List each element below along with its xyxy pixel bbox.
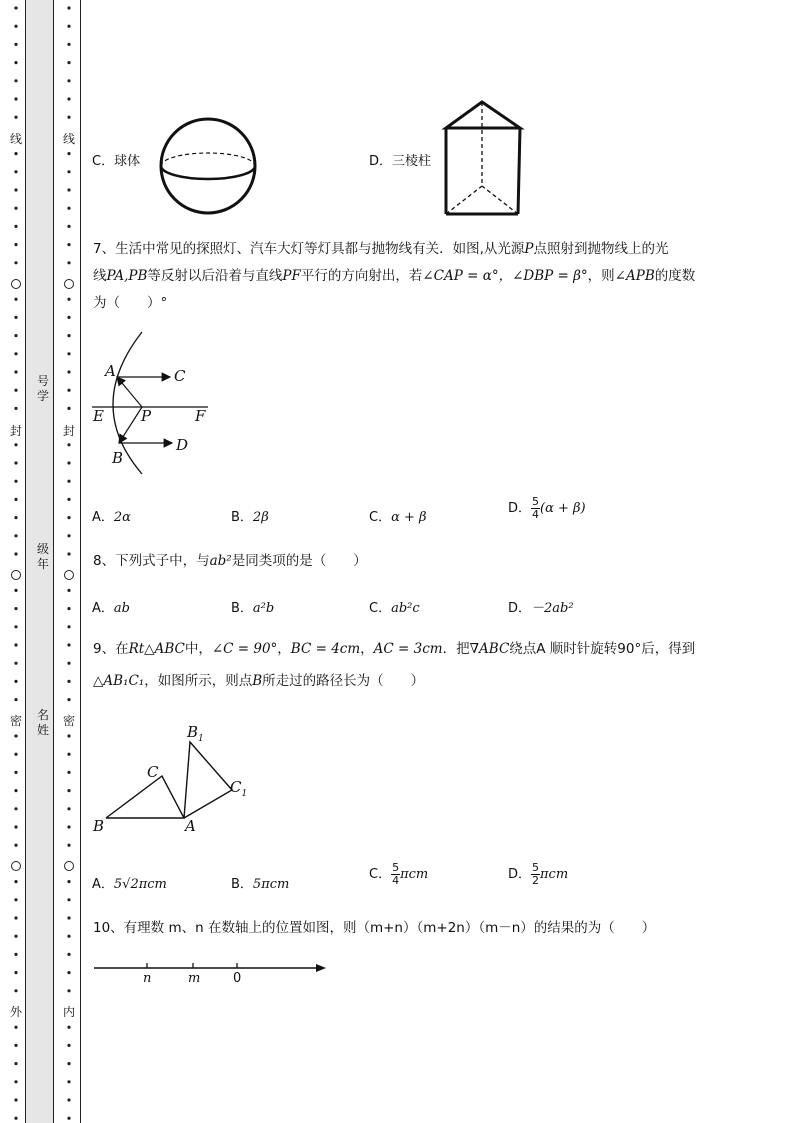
q8-option-b bbox=[231, 597, 274, 616]
q9-line2-b: ，如图所示，则点 bbox=[144, 673, 253, 689]
option-letter: A． bbox=[92, 510, 114, 525]
fig9-label-c1 bbox=[230, 778, 247, 799]
gutter-dot bbox=[67, 207, 70, 210]
gutter-dot bbox=[14, 370, 17, 373]
gutter-dot bbox=[14, 1080, 17, 1083]
gutter-dot bbox=[14, 334, 17, 337]
q7-line2-c: 平行的方向射出，若 bbox=[300, 268, 423, 284]
q7-stem bbox=[93, 236, 695, 317]
q7-symbol-pf: PF bbox=[282, 268, 301, 284]
gutter-dot bbox=[14, 1026, 17, 1029]
gutter-field-xingming: 名姓 bbox=[36, 708, 49, 737]
gutter-word-wai-outer: 外 bbox=[9, 1005, 22, 1019]
fig7-label-p: P bbox=[141, 407, 152, 425]
gutter-dot bbox=[67, 370, 70, 373]
gutter-dot bbox=[67, 1026, 70, 1029]
gutter-dot bbox=[14, 170, 17, 173]
q7-line3: 为（ ）° bbox=[93, 295, 168, 311]
gutter-dot bbox=[14, 207, 17, 210]
fig7-label-a: A bbox=[105, 362, 116, 380]
gutter-dot bbox=[67, 316, 70, 319]
option-value: 2β bbox=[252, 510, 269, 525]
gutter-dot bbox=[67, 97, 70, 100]
q7-symbol-pa-pb: PA,PB bbox=[106, 268, 148, 284]
option-letter: C． bbox=[369, 867, 392, 882]
gutter-dot bbox=[67, 480, 70, 483]
gutter-dot bbox=[14, 534, 17, 537]
gutter-dot bbox=[67, 607, 70, 610]
q7-line1: 7、生活中常见的探照灯、汽车大灯等灯具都与抛物线有关．如图,从光源 bbox=[93, 241, 525, 257]
q9-option-c bbox=[369, 862, 428, 887]
q9-option-a bbox=[92, 873, 167, 892]
number-line-label-n: n bbox=[143, 971, 152, 986]
gutter-dot bbox=[67, 589, 70, 592]
gutter-dot bbox=[67, 662, 70, 665]
gutter-dot bbox=[67, 971, 70, 974]
gutter-ring bbox=[64, 570, 74, 580]
option-value: α + β bbox=[391, 510, 427, 525]
option-value: πcm bbox=[400, 867, 429, 882]
sphere-figure bbox=[158, 116, 258, 216]
q7-option-b bbox=[231, 506, 269, 525]
fig7-label-c: C bbox=[174, 367, 186, 385]
fraction-denominator: 4 bbox=[532, 508, 540, 521]
gutter-dot bbox=[14, 662, 17, 665]
gutter-word-xian-outer: 线 bbox=[9, 132, 22, 146]
gutter-field-xuehao: 号学 bbox=[36, 374, 49, 403]
fraction-numerator: 5 bbox=[532, 495, 540, 508]
gutter-dot bbox=[14, 1098, 17, 1101]
gutter-dot bbox=[67, 898, 70, 901]
q8-stem-b: 是同类项的是（ ） bbox=[231, 553, 367, 569]
q8-option-d bbox=[508, 597, 574, 616]
gutter-dot bbox=[67, 170, 70, 173]
gutter-dot bbox=[14, 844, 17, 847]
gutter-dot bbox=[14, 261, 17, 264]
gutter-word-feng-inner: 封 bbox=[62, 424, 75, 438]
option-value: －2ab² bbox=[531, 601, 574, 616]
gutter-ring bbox=[11, 570, 21, 580]
q9-point-b: B bbox=[252, 673, 263, 689]
number-line-label-m: m bbox=[188, 971, 201, 986]
gutter-dot bbox=[67, 43, 70, 46]
gutter-dot bbox=[67, 753, 70, 756]
gutter-dot bbox=[14, 935, 17, 938]
rotation-triangle-figure bbox=[100, 730, 250, 830]
gutter-dot bbox=[67, 534, 70, 537]
q9-option-b bbox=[231, 873, 289, 892]
option-letter: B． bbox=[231, 601, 253, 616]
gutter-dot bbox=[14, 97, 17, 100]
gutter-dot bbox=[14, 589, 17, 592]
gutter-dot bbox=[67, 1098, 70, 1101]
fig9-label-c1-sub: 1 bbox=[241, 789, 248, 799]
gutter-dot bbox=[14, 971, 17, 974]
q8-stem bbox=[93, 548, 367, 575]
gutter-word-feng-outer: 封 bbox=[9, 424, 22, 438]
option-letter: A． bbox=[92, 601, 114, 616]
q7-line2-a: 线 bbox=[93, 268, 107, 284]
gutter-dot bbox=[14, 789, 17, 792]
q8-option-a bbox=[92, 597, 130, 616]
gutter-dot bbox=[67, 334, 70, 337]
gutter-word-mi-outer: 密 bbox=[9, 714, 22, 728]
fraction-denominator: 4 bbox=[392, 874, 400, 887]
q9-triangle-ab1c1: △AB₁C₁ bbox=[93, 673, 145, 689]
gutter-word-mi-inner: 密 bbox=[62, 714, 75, 728]
gutter-dot bbox=[67, 880, 70, 883]
q9-line1-j: 绕点A 顺时针旋转90°后，得到 bbox=[509, 641, 696, 657]
q7-option-d bbox=[508, 496, 586, 521]
gutter-dot bbox=[67, 79, 70, 82]
gutter-dot bbox=[14, 753, 17, 756]
q9-line1-d: ， bbox=[277, 641, 291, 657]
gutter-dot bbox=[14, 880, 17, 883]
gutter-dot bbox=[14, 243, 17, 246]
gutter-dot bbox=[14, 607, 17, 610]
gutter-dot bbox=[14, 771, 17, 774]
fraction bbox=[391, 862, 400, 887]
option-letter: D． bbox=[508, 867, 532, 882]
gutter-dot bbox=[67, 771, 70, 774]
gutter-dot bbox=[67, 789, 70, 792]
gutter-dot bbox=[67, 116, 70, 119]
gutter-dot bbox=[14, 1117, 17, 1120]
option-value: πcm bbox=[540, 867, 569, 882]
gutter-dot bbox=[14, 225, 17, 228]
fig9-label-b1-letter: B bbox=[187, 723, 199, 741]
gutter-dot bbox=[14, 25, 17, 28]
gutter-dot bbox=[67, 698, 70, 701]
gutter-dot bbox=[67, 461, 70, 464]
gutter-ring bbox=[11, 861, 21, 871]
gutter-dot bbox=[67, 298, 70, 301]
gutter-dot bbox=[14, 389, 17, 392]
q7-option-a bbox=[92, 506, 131, 525]
q7-line2-b: 等反射以后沿着与直线 bbox=[147, 268, 283, 284]
option-letter: C． bbox=[369, 510, 392, 525]
q9-bc: BC = 4cm bbox=[290, 641, 361, 657]
fig9-label-b1 bbox=[187, 723, 204, 744]
q9-line1-a: 9、在 bbox=[93, 641, 129, 657]
gutter-dot bbox=[67, 825, 70, 828]
gutter-dot bbox=[14, 188, 17, 191]
fig9-label-c: C bbox=[147, 763, 159, 781]
fraction bbox=[531, 496, 540, 521]
gutter-dot bbox=[14, 643, 17, 646]
gutter-dot bbox=[14, 443, 17, 446]
fig9-label-b1-sub: 1 bbox=[198, 734, 204, 744]
option-letter: C． bbox=[369, 601, 392, 616]
gutter-dot bbox=[67, 407, 70, 410]
gutter-dot bbox=[67, 1062, 70, 1065]
gutter-dot bbox=[14, 79, 17, 82]
fraction bbox=[531, 862, 540, 887]
fig7-label-d: D bbox=[176, 436, 189, 454]
fig9-label-c1-letter: C bbox=[230, 778, 242, 796]
fraction-denominator: 2 bbox=[532, 874, 540, 887]
gutter-dot bbox=[67, 261, 70, 264]
gutter-dot bbox=[14, 680, 17, 683]
gutter-dot bbox=[67, 352, 70, 355]
gutter-dot bbox=[14, 734, 17, 737]
gutter-dot bbox=[14, 916, 17, 919]
fig7-label-f: F bbox=[195, 407, 206, 425]
gutter-dot bbox=[14, 698, 17, 701]
gutter-dot bbox=[14, 625, 17, 628]
gutter-dot bbox=[14, 316, 17, 319]
gutter-dot bbox=[14, 898, 17, 901]
gutter-dot bbox=[14, 43, 17, 46]
gutter-dot bbox=[14, 407, 17, 410]
fig9-label-b: B bbox=[93, 817, 105, 835]
option-value: 5πcm bbox=[252, 877, 290, 892]
gutter-dot bbox=[67, 643, 70, 646]
gutter-dot bbox=[67, 443, 70, 446]
q9-triangle-abc: ∇ABC bbox=[469, 641, 510, 657]
gutter-dot bbox=[67, 844, 70, 847]
gutter-ring bbox=[64, 861, 74, 871]
gutter-dot bbox=[67, 152, 70, 155]
q9-stem bbox=[93, 633, 695, 697]
option-letter: A． bbox=[92, 877, 114, 892]
gutter-word-xian-inner: 线 bbox=[62, 132, 75, 146]
q8-term: ab² bbox=[209, 553, 232, 569]
q9-line1-f: ， bbox=[360, 641, 374, 657]
gutter-dot bbox=[67, 498, 70, 501]
option-letter: B． bbox=[231, 510, 253, 525]
gutter-dot bbox=[14, 807, 17, 810]
gutter-dot bbox=[67, 625, 70, 628]
q9-line1-b: 中， bbox=[184, 641, 212, 657]
option-letter: D． bbox=[508, 601, 532, 616]
parabola-reflection-figure bbox=[90, 328, 215, 478]
number-line-label-zero: 0 bbox=[233, 971, 242, 986]
gutter-ring bbox=[11, 279, 21, 289]
number-line-figure bbox=[92, 958, 332, 978]
gutter-dot bbox=[14, 989, 17, 992]
gutter-dot bbox=[14, 116, 17, 119]
gutter-dot bbox=[14, 552, 17, 555]
q7-line2-d: ，则 bbox=[587, 268, 615, 284]
gutter-field-nianji: 级年 bbox=[36, 542, 49, 571]
option-value: 2α bbox=[113, 510, 131, 525]
q7-option-c bbox=[369, 506, 427, 525]
gutter-dot bbox=[67, 935, 70, 938]
gutter-dot bbox=[67, 243, 70, 246]
gutter-dot bbox=[14, 352, 17, 355]
q9-angle-c: ∠C = 90° bbox=[211, 641, 278, 657]
option-value: ab²c bbox=[391, 601, 420, 616]
gutter-dot bbox=[67, 188, 70, 191]
gutter-dot bbox=[14, 6, 17, 9]
gutter-dot bbox=[67, 225, 70, 228]
gutter-dot bbox=[14, 480, 17, 483]
gutter-ring bbox=[64, 279, 74, 289]
fig9-label-a: A bbox=[185, 817, 196, 835]
gutter-dot bbox=[14, 1044, 17, 1047]
gutter-dot bbox=[67, 1080, 70, 1083]
q9-rt-triangle: Rt△ABC bbox=[128, 641, 185, 657]
q6-option-d: D．三棱柱 bbox=[369, 154, 432, 169]
option-letter: B． bbox=[231, 877, 253, 892]
q9-line1-h: ．把 bbox=[442, 641, 470, 657]
fig7-label-e: E bbox=[93, 407, 104, 425]
gutter-dot bbox=[67, 25, 70, 28]
gutter-dot bbox=[14, 825, 17, 828]
gutter-dot bbox=[67, 680, 70, 683]
q8-stem-a: 8、下列式子中，与 bbox=[93, 553, 210, 569]
gutter-dot bbox=[67, 389, 70, 392]
gutter-dot bbox=[67, 807, 70, 810]
fig7-label-b: B bbox=[112, 449, 124, 467]
q7-symbol-p: P bbox=[524, 241, 534, 257]
fraction-numerator: 5 bbox=[392, 861, 400, 874]
gutter-dot bbox=[67, 516, 70, 519]
gutter-dot bbox=[67, 953, 70, 956]
option-letter: D． bbox=[508, 501, 532, 516]
gutter-dot bbox=[14, 953, 17, 956]
gutter-dot bbox=[67, 916, 70, 919]
gutter-dot bbox=[67, 61, 70, 64]
gutter-dot bbox=[67, 734, 70, 737]
gutter-dot bbox=[67, 1044, 70, 1047]
fraction-numerator: 5 bbox=[532, 861, 540, 874]
gutter-dot bbox=[67, 6, 70, 9]
q9-option-d bbox=[508, 862, 568, 887]
option-value: (α + β) bbox=[540, 501, 586, 516]
q7-line2-e: 的度数 bbox=[654, 268, 696, 284]
gutter-dot bbox=[67, 552, 70, 555]
gutter-dot bbox=[14, 61, 17, 64]
gutter-dot bbox=[14, 498, 17, 501]
q9-ac: AC = 3cm bbox=[373, 641, 443, 657]
triangular-prism-figure bbox=[438, 98, 528, 220]
option-value: a²b bbox=[252, 601, 275, 616]
gutter-dot bbox=[14, 1062, 17, 1065]
q8-option-c bbox=[369, 597, 420, 616]
gutter-word-nei-inner: 内 bbox=[62, 1005, 75, 1019]
gutter-dot bbox=[14, 461, 17, 464]
option-value: 5√2πcm bbox=[113, 877, 167, 892]
gutter-dot bbox=[14, 516, 17, 519]
q7-line1-tail: 点照射到抛物线上的光 bbox=[533, 241, 669, 257]
gutter-dot bbox=[14, 298, 17, 301]
q7-angle-apb: ∠APB bbox=[614, 268, 655, 284]
option-value: ab bbox=[113, 601, 130, 616]
q7-angle-dbp: ，∠DBP = β° bbox=[498, 268, 588, 284]
q10-stem: 10、有理数 m、n 在数轴上的位置如图，则（m+n）（m+2n）（m－n）的结果的为（ ） bbox=[93, 920, 656, 936]
q7-angle-cap: ∠CAP = α° bbox=[422, 268, 499, 284]
gutter-dot bbox=[67, 1117, 70, 1120]
gutter-dot bbox=[14, 152, 17, 155]
gutter-dot bbox=[67, 989, 70, 992]
q9-line2-d: 所走过的路径长为（ ） bbox=[262, 673, 425, 689]
q6-option-c: C．球体 bbox=[92, 154, 141, 169]
